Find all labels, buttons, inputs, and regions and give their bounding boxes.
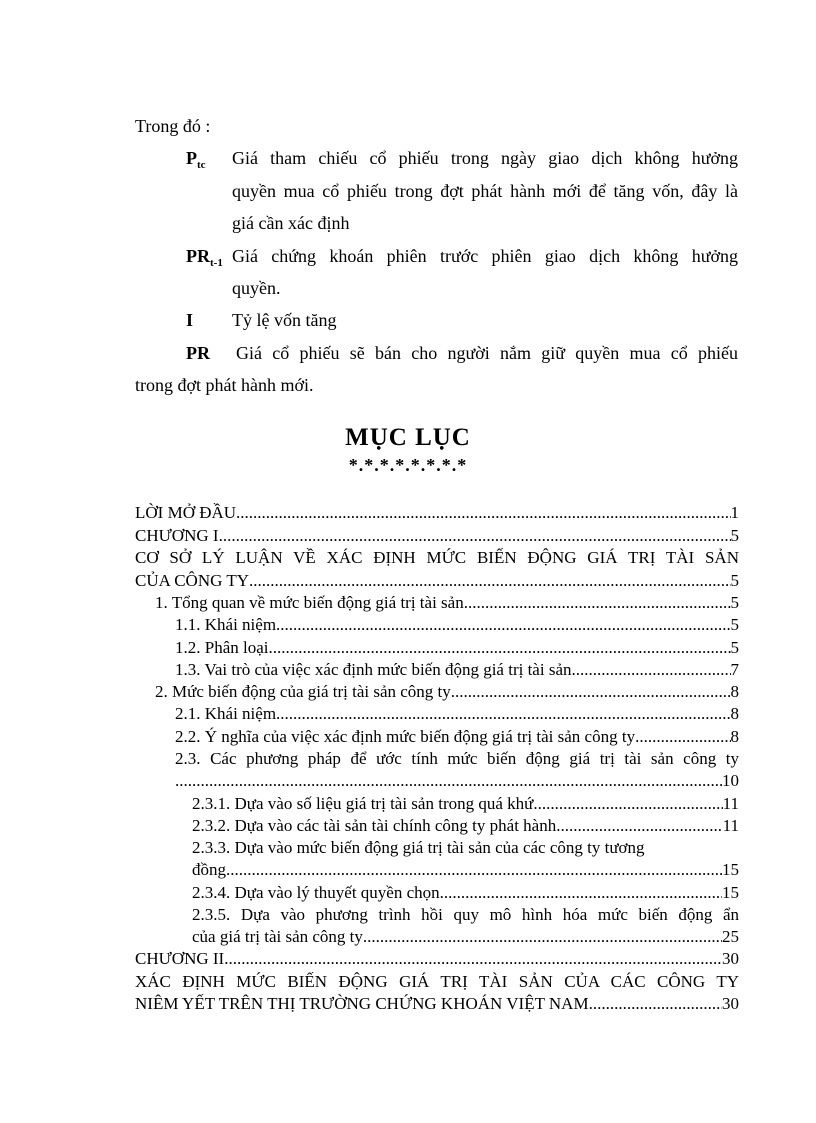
toc-entry-page: 15 (722, 860, 739, 879)
toc-leader-dots (249, 571, 731, 591)
toc-entry-page: 5 (730, 526, 739, 545)
toc-entry-heading[interactable]: XÁC ĐỊNH MỨC BIẾN ĐỘNG GIÁ TRỊ TÀI SẢN CỦA CÁC CÔNG TY (135, 972, 739, 991)
toc-entry[interactable] (175, 727, 739, 749)
toc-leader-dots (589, 994, 722, 1014)
toc-entry[interactable] (192, 794, 739, 816)
toc-entry-page: 15 (722, 883, 739, 902)
toc-entry-text: của giá trị tài sản công ty (192, 927, 363, 946)
toc-entry-page: 5 (730, 615, 739, 634)
toc-leader-dots (635, 727, 730, 747)
toc-entry[interactable] (175, 704, 739, 726)
definition-line: quyền mua cổ phiếu trong đợt phát hành mới để tăng vốn, đây là (232, 181, 738, 201)
term-symbol: P (186, 148, 197, 168)
toc-entry[interactable] (135, 526, 739, 548)
term-subscript: t-1 (210, 257, 223, 269)
toc-leader-dots (363, 927, 722, 947)
toc-entry[interactable] (192, 860, 739, 882)
term-subscript: tc (197, 159, 206, 171)
toc-stars: *.*.*.*.*.*.*.* (348, 455, 468, 475)
toc-entry-text: 2.1. Khái niệm (175, 704, 277, 723)
intro-text: Trong đó : (135, 116, 211, 136)
toc-entry-page: 1 (730, 503, 739, 522)
toc-leader-dots (533, 794, 722, 814)
toc-entry-page: 8 (730, 704, 739, 723)
definition-line: quyền. (232, 278, 281, 298)
toc-entry-text: 2.3.2. Dựa vào các tài sản tài chính công ty phát hành (192, 816, 557, 835)
toc-entry-text: CHƯƠNG II (135, 949, 225, 968)
toc-entry[interactable] (175, 660, 739, 682)
toc-entry-text: 1.1. Khái niệm (175, 615, 277, 634)
toc-leader-dots (226, 860, 722, 880)
toc-leader-dots (440, 883, 722, 903)
toc-entry-text: 1.2. Phân loại (175, 638, 269, 657)
definition-line: Giá tham chiếu cổ phiếu trong ngày giao dịch không hưởng (232, 148, 738, 168)
toc-title: MỤC LỤC (345, 424, 471, 451)
definition-line: trong đợt phát hành mới. (135, 375, 314, 395)
definition-line: Giá cổ phiếu sẽ bán cho người nắm giữ quyền mua cổ phiếu (236, 343, 738, 363)
toc-entry-text: CHƯƠNG I (135, 526, 219, 545)
toc-entry[interactable] (135, 571, 739, 593)
toc-entry-page: 10 (722, 771, 739, 790)
toc-entry-page: 30 (722, 994, 739, 1013)
toc-entry-text: 2.3.1. Dựa vào số liệu giá trị tài sản trong quá khứ (192, 794, 534, 813)
definition-term-ptc (186, 148, 206, 171)
toc-entry[interactable] (175, 638, 739, 660)
toc-leader-dots (464, 593, 731, 613)
toc-entry-text: 2. Mức biến động của giá trị tài sản công ty (155, 682, 451, 701)
toc-entry-page: 7 (730, 660, 739, 679)
toc-entry[interactable] (175, 771, 739, 793)
toc-entry-heading[interactable]: CƠ SỞ LÝ LUẬN VỀ XÁC ĐỊNH MỨC BIẾN ĐỘNG GIÁ TRỊ TÀI SẢN (135, 548, 739, 567)
toc-entry-heading[interactable]: 2.3. Các phương pháp để ước tính mức biến động giá trị tài sản công ty (175, 749, 739, 768)
toc-entry-heading[interactable]: 2.3.3. Dựa vào mức biến động giá trị tài sản của các công ty tương (192, 838, 645, 857)
definition-term-i (186, 310, 193, 331)
toc-entry-page: 8 (730, 682, 739, 701)
toc-entry-text: đồng (192, 860, 226, 879)
toc-entry[interactable] (155, 593, 739, 615)
toc-entry[interactable] (135, 503, 739, 525)
toc-entry-page: 30 (722, 949, 739, 968)
toc-entry[interactable] (155, 682, 739, 704)
toc-leader-dots (224, 949, 722, 969)
toc-entry-text: 2.3.4. Dựa vào lý thuyết quyền chọn (192, 883, 440, 902)
toc-entry[interactable] (135, 949, 739, 971)
toc-leader-dots (276, 704, 730, 724)
toc-entry-page: 25 (722, 927, 739, 946)
toc-entry-page: 5 (730, 571, 739, 590)
toc-entry-page: 5 (730, 638, 739, 657)
toc-entry-text: 2.2. Ý nghĩa của việc xác định mức biến động giá trị tài sản công ty (175, 727, 636, 746)
toc-leader-dots (269, 638, 731, 658)
toc-entry[interactable] (192, 883, 739, 905)
toc-leader-dots (451, 682, 731, 702)
toc-entry-text: CỦA CÔNG TY (135, 571, 249, 590)
toc-entry-text: 1.3. Vai trò của việc xác định mức biến động giá trị tài sản (175, 660, 572, 679)
toc-leader-dots (219, 526, 731, 546)
definition-term-pr (186, 343, 210, 364)
toc-leader-dots (236, 503, 730, 523)
definition-line: Giá chứng khoán phiên trước phiên giao dịch không hưởng (232, 246, 738, 266)
toc-entry[interactable] (175, 615, 739, 637)
definition-line: Tỷ lệ vốn tăng (232, 310, 337, 330)
toc-entry-page: 11 (722, 816, 739, 835)
toc-entry-page: 5 (730, 593, 739, 612)
toc-leader-dots (556, 816, 722, 836)
toc-entry[interactable] (192, 927, 739, 949)
toc-entry[interactable] (135, 994, 739, 1016)
toc-entry-text: LỜI MỞ ĐẦU (135, 503, 237, 522)
toc-entry-page: 11 (722, 794, 739, 813)
term-symbol: I (186, 310, 194, 330)
toc-leader-dots (572, 660, 731, 680)
term-symbol: PR (186, 343, 210, 363)
toc-leader-dots (276, 615, 730, 635)
toc-entry-heading[interactable]: 2.3.5. Dựa vào phương trình hồi quy mô hình hóa mức biến động ẩn (192, 905, 739, 924)
term-symbol: PR (186, 246, 210, 266)
toc-entry[interactable] (192, 816, 739, 838)
definition-line: giá cần xác định (232, 213, 350, 233)
definition-term-prt1 (186, 246, 223, 269)
toc-entry-page: 8 (730, 727, 739, 746)
toc-leader-dots (175, 771, 722, 791)
toc-entry-text: NIÊM YẾT TRÊN THỊ TRƯỜNG CHỨNG KHOÁN VIỆT NAM (135, 994, 589, 1013)
toc-entry-text: 1. Tổng quan về mức biến động giá trị tài sản (155, 593, 464, 612)
